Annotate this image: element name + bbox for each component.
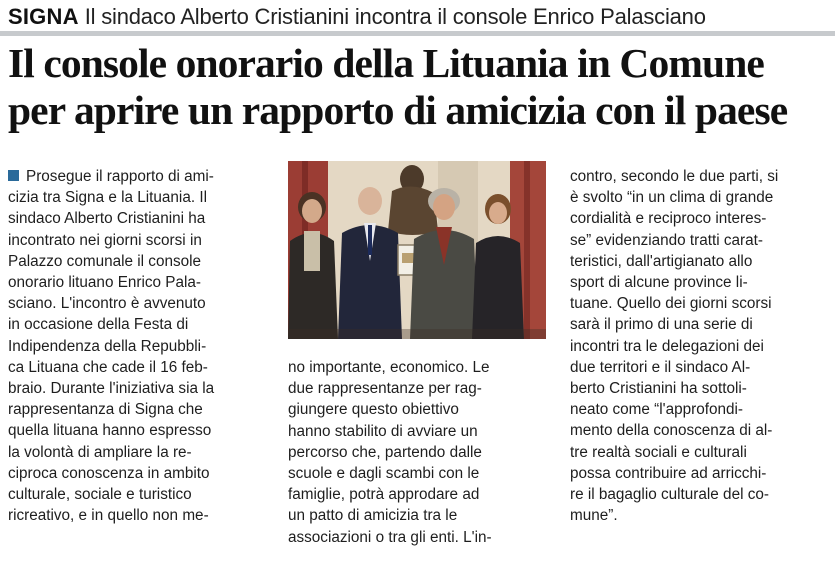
text-line: un patto di amicizia tra le bbox=[288, 507, 458, 525]
text-line: re il bagaglio culturale del co- bbox=[570, 486, 769, 504]
text-line: sindaco Alberto Cristianini ha bbox=[8, 210, 206, 228]
text-line: famiglie, potrà approdare ad bbox=[288, 486, 480, 504]
text-line: ca Lituana che cade il 16 feb- bbox=[8, 358, 208, 376]
text-line: ricreativo, e in quello non me- bbox=[8, 507, 209, 525]
kicker bbox=[8, 4, 706, 30]
text-line: cizia tra Signa e la Lituania. Il bbox=[8, 189, 207, 207]
text-line: cordialità e reciproco interes- bbox=[570, 210, 767, 228]
text-line: rappresentanza di Signa che bbox=[8, 401, 203, 419]
text-line: possa contribuire ad arricchi- bbox=[570, 464, 767, 482]
text-line: incontrato nei giorni scorsi in bbox=[8, 231, 202, 249]
article-column-2 bbox=[288, 357, 538, 548]
text-line: la volontà di ampliare la re- bbox=[8, 443, 192, 461]
headline-line-2: per aprire un rapporto di amicizia con il paese bbox=[8, 87, 788, 133]
text-line: in occasione della Festa di bbox=[8, 316, 189, 334]
text-line: due rappresentanze per rag- bbox=[288, 380, 482, 398]
text-line: è svolto “in un clima di grande bbox=[570, 189, 774, 207]
text-line: giungere questo obiettivo bbox=[288, 401, 459, 419]
headline bbox=[8, 40, 830, 134]
text-line: tuane. Quello dei giorni scorsi bbox=[570, 295, 772, 313]
text-line: ciproca conoscenza in ambito bbox=[8, 464, 210, 482]
article-column-3 bbox=[570, 166, 832, 526]
kicker-tag: SIGNA bbox=[8, 4, 79, 29]
article-column-1 bbox=[8, 166, 270, 526]
text-line: onorario lituano Enrico Pala- bbox=[8, 274, 202, 292]
text-line: sport di alcune province li- bbox=[570, 274, 748, 292]
text-line: culturale, sociale e turistico bbox=[8, 486, 192, 504]
text-line: scuole e dagli scambi con le bbox=[288, 465, 480, 483]
text-line: braio. Durante l'iniziativa sia la bbox=[8, 380, 215, 398]
text-line: quella lituana hanno espresso bbox=[8, 422, 212, 440]
text-line: sciano. L'incontro è avvenuto bbox=[8, 295, 206, 313]
photo-illustration bbox=[288, 161, 546, 339]
text-line: no importante, economico. Le bbox=[288, 359, 490, 376]
text-line: incontri tra le delegazioni dei bbox=[570, 337, 764, 355]
text-line: teristici, dall'artigianato allo bbox=[570, 252, 753, 270]
text-line: sarà il primo di una serie di bbox=[570, 316, 753, 334]
article-photo bbox=[288, 161, 546, 339]
text-line: se” evidenziando tratti carat- bbox=[570, 231, 764, 249]
text-line: Indipendenza della Repubbli- bbox=[8, 337, 207, 355]
kicker-rule bbox=[0, 31, 835, 36]
text-line bbox=[8, 166, 270, 187]
square-bullet-icon bbox=[8, 170, 19, 181]
text-line: Palazzo comunale il console bbox=[8, 252, 202, 270]
text-line: mento della conoscenza di al- bbox=[570, 422, 773, 440]
text-line: associazioni o tra gli enti. L'in- bbox=[288, 528, 492, 546]
text-line: percorso che, partendo dalle bbox=[288, 443, 482, 461]
kicker-subtitle: Il sindaco Alberto Cristianini incontra il console Enrico Palasciano bbox=[84, 4, 706, 29]
text-line: due territori e il sindaco Al- bbox=[570, 358, 751, 376]
text-line: contro, secondo le due parti, si bbox=[570, 168, 779, 185]
text-line-content: Prosegue il rapporto di ami- bbox=[26, 168, 214, 185]
text-line: tre realtà sociali e culturali bbox=[570, 443, 747, 461]
text-line: neato come “l'approfondi- bbox=[570, 401, 743, 419]
headline-line-1: Il console onorario della Lituania in Comune bbox=[8, 40, 764, 86]
text-line: mune”. bbox=[570, 507, 618, 525]
text-line: berto Cristianini ha sottoli- bbox=[570, 380, 747, 398]
text-line: hanno stabilito di avviare un bbox=[288, 422, 478, 440]
